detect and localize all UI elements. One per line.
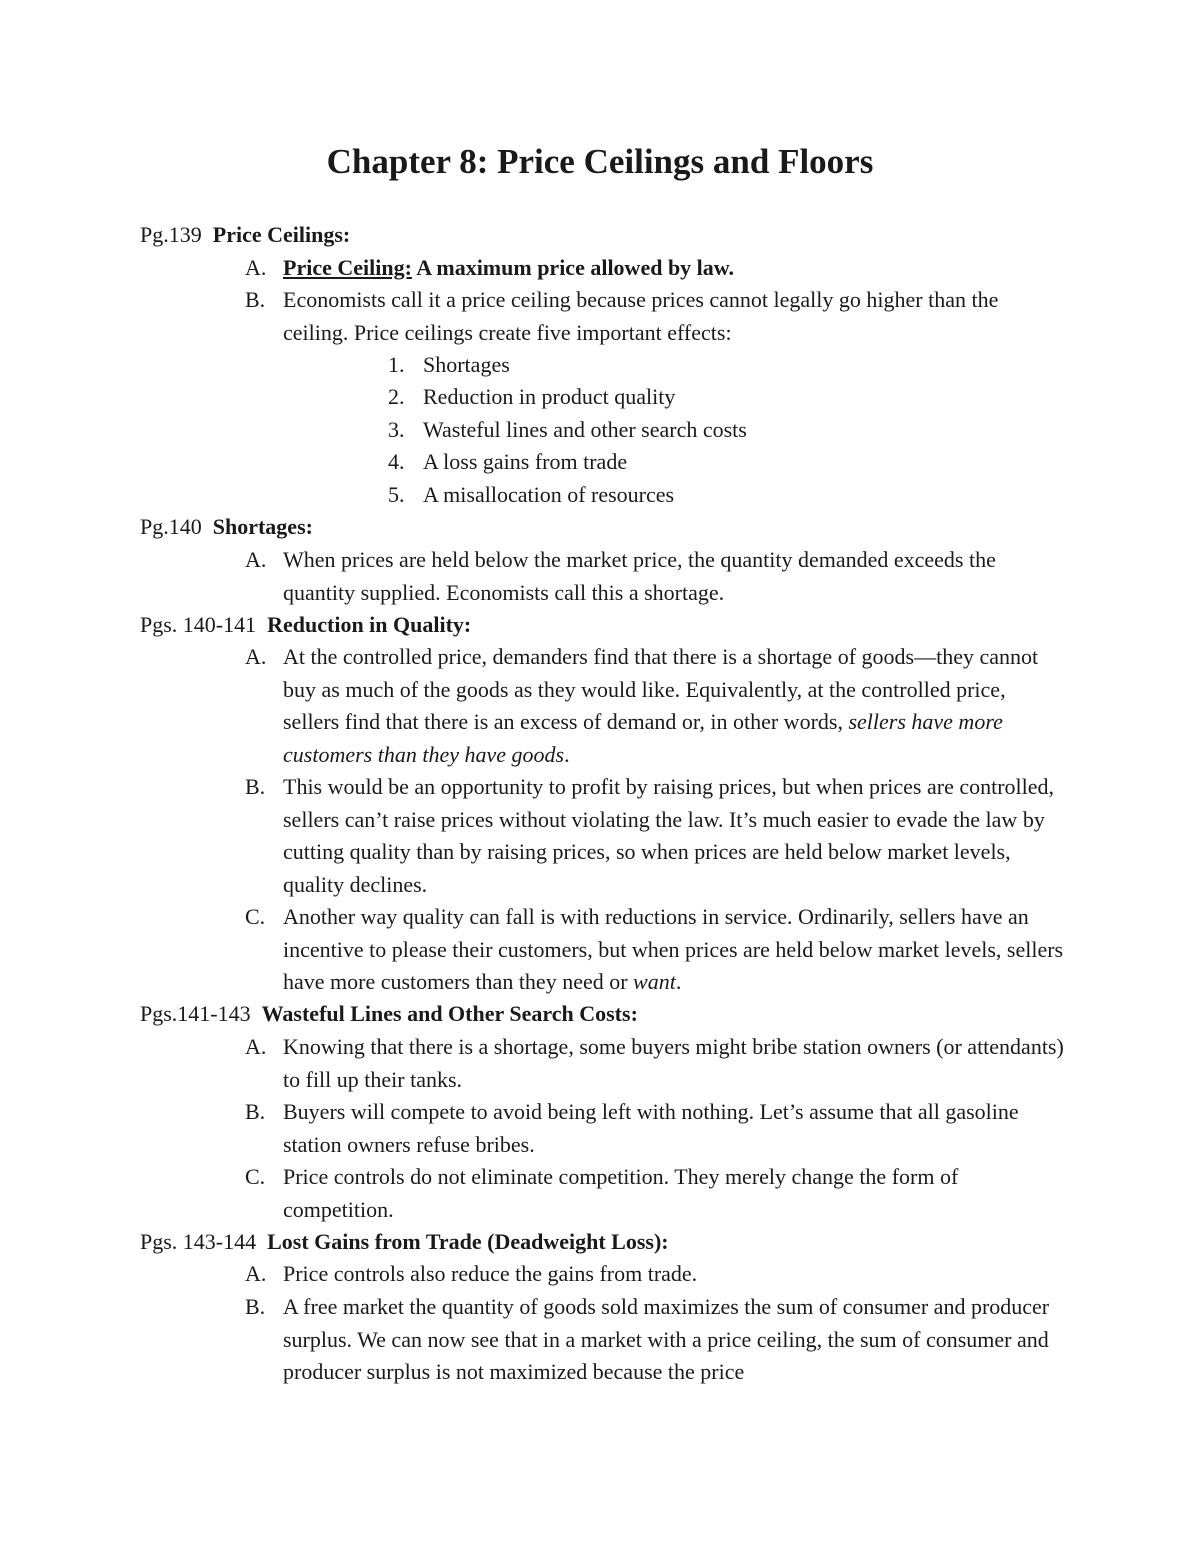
list-item xyxy=(245,252,1065,285)
item-number: 3. xyxy=(388,417,405,442)
item-text: Buyers will compete to avoid being left with nothing. Let’s assume that all gasoline station owners refuse bribes. xyxy=(283,1099,1019,1157)
item-marker: A. xyxy=(245,1261,267,1286)
list-item xyxy=(245,1258,1065,1291)
page-reference: Pgs. 140-141 xyxy=(140,612,257,637)
item-text: This would be an opportunity to profit by raising prices, but when prices are controlled, sellers can’t raise prices without violating the law. It’s much easier to evade the law by cutting quality than by raising prices, so when prices are held below market levels, quality declines. xyxy=(283,774,1055,897)
section-lost-gains xyxy=(140,1226,669,1259)
list-item xyxy=(245,901,1065,999)
section-heading: Lost Gains from Trade (Deadweight Loss): xyxy=(267,1229,669,1254)
section-heading: Reduction in Quality: xyxy=(267,612,472,637)
section-shortages xyxy=(140,511,313,544)
page-reference: Pgs. 143-144 xyxy=(140,1229,257,1254)
item-text: Knowing that there is a shortage, some buyers might bribe station owners (or attendants) to fill up their tanks. xyxy=(283,1034,1064,1092)
item-text: Shortages xyxy=(423,352,510,377)
page-title: Chapter 8: Price Ceilings and Floors xyxy=(326,142,874,181)
item-marker: B. xyxy=(245,774,266,799)
item-number: 1. xyxy=(388,352,405,377)
section-heading: Wasteful Lines and Other Search Costs: xyxy=(261,1001,638,1026)
list-item xyxy=(245,544,1065,609)
emphasis-text: want xyxy=(633,969,676,994)
page-reference: Pg.139 xyxy=(140,222,202,247)
numbered-item xyxy=(388,479,674,512)
section-heading: Price Ceilings: xyxy=(212,222,351,247)
item-text: Price controls do not eliminate competition. They merely change the form of competition. xyxy=(283,1164,959,1222)
list-item xyxy=(245,284,1065,349)
item-text xyxy=(283,641,1065,771)
item-text xyxy=(283,252,1065,285)
list-item xyxy=(245,1161,1065,1226)
emphasis-text: sellers have more customers than they have goods xyxy=(283,709,1003,767)
item-text: A loss gains from trade xyxy=(423,449,628,474)
item-number: 4. xyxy=(388,449,405,474)
list-item xyxy=(245,1291,1065,1389)
item-text: Price controls also reduce the gains from trade. xyxy=(283,1261,698,1286)
numbered-item xyxy=(388,414,747,447)
item-text: A free market the quantity of goods sold maximizes the sum of consumer and producer surplus. We can now see that in a market with a price ceiling, the sum of consumer and producer surplus is not maximized because the price xyxy=(283,1294,1050,1384)
item-text: A misallocation of resources xyxy=(423,482,675,507)
item-text-end: . xyxy=(675,969,682,994)
item-text: When prices are held below the market price, the quantity demanded exceeds the quantity supplied. Economists call this a shortage. xyxy=(283,547,996,605)
item-marker: B. xyxy=(245,287,266,312)
item-text-end: . xyxy=(564,741,570,767)
numbered-item xyxy=(388,381,675,414)
list-item xyxy=(245,641,1065,771)
item-number: 2. xyxy=(388,384,405,409)
item-text: Reduction in product quality xyxy=(423,384,676,409)
section-heading: Shortages: xyxy=(212,514,313,539)
item-marker: B. xyxy=(245,1294,266,1319)
defined-term: Price Ceiling: xyxy=(283,255,412,280)
item-marker: A. xyxy=(245,644,267,669)
item-marker: A. xyxy=(245,547,267,572)
section-wasteful-lines xyxy=(140,998,638,1031)
item-marker: C. xyxy=(245,1164,266,1189)
item-number: 5. xyxy=(388,482,405,507)
item-marker: B. xyxy=(245,1099,266,1124)
item-text-part: At the controlled price, demanders find that there is a shortage of goods—they cannot buy as much of the goods as they would like. Equivalently, at the controlled price, sellers find that there is an excess of demand or, in other words, xyxy=(283,644,1039,734)
numbered-item xyxy=(388,446,627,479)
item-marker: A. xyxy=(245,255,267,280)
item-text-part: Another way quality can fall is with reductions in service. Ordinarily, sellers have an incentive to please their customers, but when prices are held below market levels, sellers have more customers than they need or xyxy=(283,904,1064,994)
item-marker: C. xyxy=(245,904,266,929)
item-text xyxy=(283,901,1065,999)
item-text: Wasteful lines and other search costs xyxy=(423,417,747,442)
list-item xyxy=(245,1031,1065,1096)
numbered-item xyxy=(388,349,510,382)
section-price-ceilings xyxy=(140,219,350,252)
list-item xyxy=(245,771,1065,901)
item-marker: A. xyxy=(245,1034,267,1059)
list-item xyxy=(245,1096,1065,1161)
term-definition: A maximum price allowed by law. xyxy=(411,255,734,280)
page-reference: Pgs.141-143 xyxy=(140,1001,251,1026)
item-text: Economists call it a price ceiling because prices cannot legally go higher than the ceiling. Price ceilings create five important effects: xyxy=(283,287,999,345)
page-reference: Pg.140 xyxy=(140,514,202,539)
section-reduction-in-quality xyxy=(140,609,471,642)
